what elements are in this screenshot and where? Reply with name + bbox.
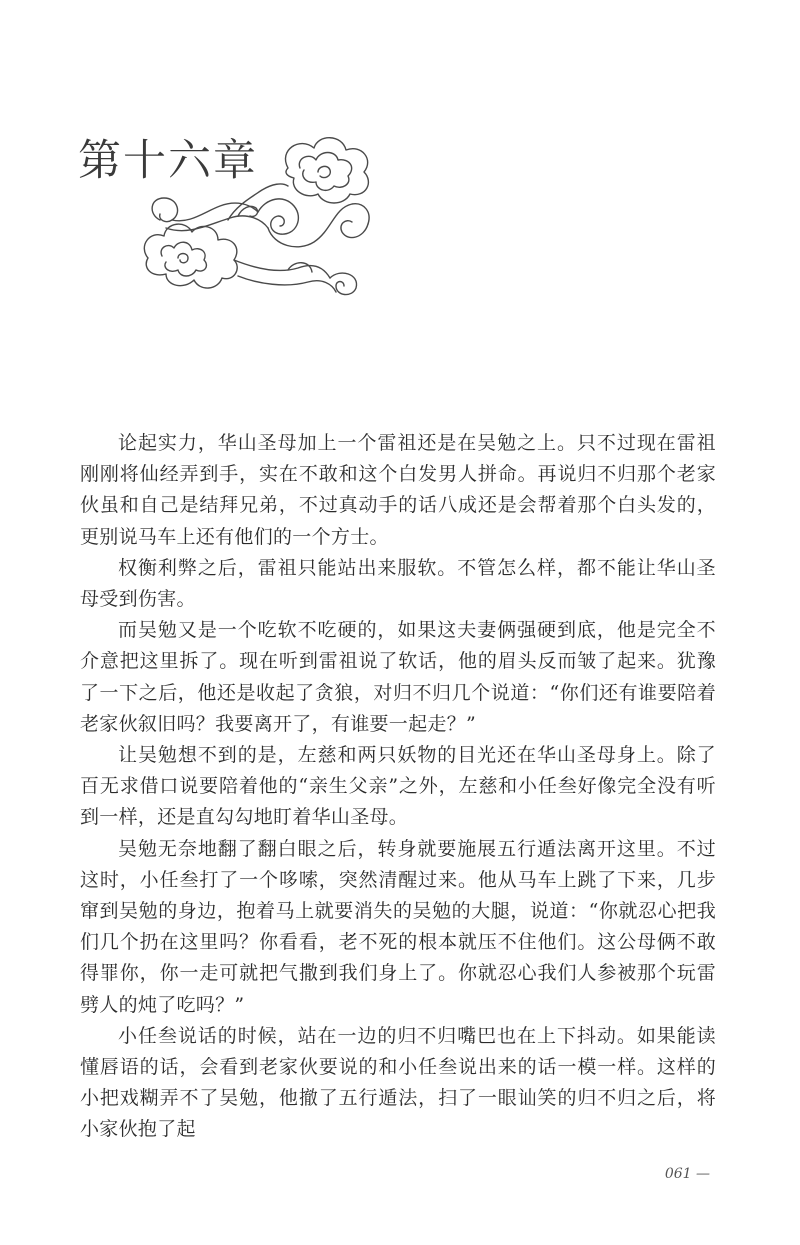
cloud-bottom (144, 224, 356, 294)
cloud-head-top (285, 138, 368, 203)
chapter-body (80, 428, 716, 1146)
auspicious-cloud-icon (138, 128, 378, 298)
page-number: 061 — (664, 1166, 710, 1182)
chapter-title: 第十六章 (78, 136, 258, 186)
cloud-scroll-left (152, 198, 268, 231)
paragraph: 小任叁说话的时候，站在一边的归不归嘴巴也在上下抖动。如果能读懂唇语的话，会看到老家伙要说的和小任叁说出来的话一模一样。这样的小把戏糊弄不了吴勉，他撤了五行遁法，扫了一眼讪笑的归不归之后，将小家伙抱了起 (80, 1024, 716, 1141)
paragraph: 吴勉无奈地翻了翻白眼之后，转身就要施展五行遁法离开这里。不过这时，小任叁打了一个哆嗦，突然清醒过来。他从马车上跳了下来，几步窜到吴勉的身边，抱着马上就要消失的吴勉的大腿，说道：“你就忍心把我们几个扔在这里吗？你看看，老不死的根本就压不住他们。这公母俩不敢得罪你，你一走可就把气撒到我们身上了。你就忍心我们人参被那个玩雷劈人的炖了吃吗？” (80, 837, 716, 1016)
paragraph: 权衡利弊之后，雷祖只能站出来服软。不管怎么样，都不能让华山圣母受到伤害。 (80, 556, 716, 611)
cloud-tail (228, 184, 369, 247)
paragraph: 而吴勉又是一个吃软不吃硬的，如果这夫妻俩强硬到底，他是完全不介意把这里拆了。现在听到雷祖说了软话，他的眉头反而皱了起来。犹豫了一下之后，他还是收起了贪狼，对归不归几个说道：“你们还有谁要陪着老家伙叙旧吗？我要离开了，有谁要一起走？” (80, 619, 716, 735)
paragraph: 让吴勉想不到的是，左慈和两只妖物的目光还在华山圣母身上。除了百无求借口说要陪着他的“亲生父亲”之外，左慈和小任叁好像完全没有听到一样，还是直勾勾地盯着华山圣母。 (80, 744, 716, 829)
paragraph: 论起实力，华山圣母加上一个雷祖还是在吴勉之上。只不过现在雷祖刚刚将仙经弄到手，实在不敢和这个白发男人拼命。再说归不归那个老家伙虽和自己是结拜兄弟，不过真动手的话八成还是会帮着那个白头发的，更别说马车上还有他们的一个方士。 (80, 432, 716, 548)
